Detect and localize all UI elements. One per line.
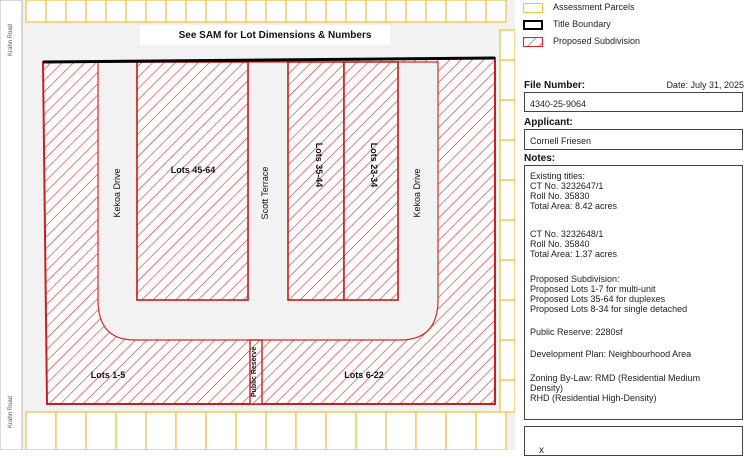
- east-parcels: [500, 30, 515, 412]
- top-parcels: [26, 0, 506, 22]
- label-public-reserve: Public Reserve: [251, 346, 258, 398]
- note-line: Public Reserve: 2280sf: [530, 327, 623, 337]
- note-line: CT No. 3232648/1: [530, 229, 604, 239]
- notes-box: [524, 165, 743, 420]
- note-line: RHD (Residential High-Density): [530, 393, 657, 403]
- banner-text: See SAM for Lot Dimensions & Numbers: [178, 30, 372, 41]
- note-line: Density): [530, 383, 564, 393]
- note-line: Proposed Lots 35-64 for duplexes: [530, 294, 666, 304]
- street-label-kekoa-west: Kekoa Drive: [112, 168, 122, 218]
- info-panel: [515, 0, 750, 456]
- street-label-scott-terrace: Scott Terrace: [260, 166, 270, 220]
- label-lots-6-22: Lots 6-22: [344, 370, 384, 380]
- street-label-kekoa-east: Kekoa Drive: [412, 168, 422, 218]
- road-label-krahn-top: Krahn Road: [8, 23, 14, 57]
- note-line: Zoning By-Law: RMD (Residential Medium: [530, 373, 701, 383]
- legend-label-assessment: Assessment Parcels: [553, 2, 635, 12]
- road-label-krahn-bottom: Krahn Road: [8, 395, 14, 429]
- title-boundary-swatch: [523, 20, 543, 30]
- file-number-field: [524, 92, 743, 112]
- legend-label-proposed-subdivision: Proposed Subdivision: [553, 36, 641, 46]
- note-line: Proposed Lots 1-7 for multi-unit: [530, 284, 656, 294]
- proposed-subdivision-swatch: [523, 37, 543, 47]
- note-line: Development Plan: Neighbourhood Area: [530, 349, 692, 359]
- bottom-mark: x: [539, 445, 544, 456]
- krahn-road-strip: [0, 0, 22, 450]
- applicant-value: Cornell Friesen: [530, 136, 592, 146]
- label-lots-35-44: Lots 35-44: [314, 142, 324, 188]
- label-lots-45-64: Lots 45-64: [170, 165, 216, 175]
- date-label: Date: July 31, 2025: [666, 80, 744, 90]
- note-line: Total Area: 8.42 acres: [530, 201, 618, 211]
- file-number-value: 4340-25-9064: [530, 99, 587, 109]
- assessment-parcels-swatch: [523, 3, 543, 13]
- applicant-field: [524, 129, 743, 150]
- note-line: CT No. 3232647/1: [530, 181, 604, 191]
- applicant-label: Applicant:: [524, 117, 573, 128]
- label-lots-1-5: Lots 1-5: [90, 370, 126, 380]
- bottom-box: [524, 426, 743, 456]
- note-line: Total Area: 1.37 acres: [530, 249, 618, 259]
- block-lots-45-64[interactable]: [137, 62, 248, 300]
- label-lots-23-34: Lots 23-34: [369, 142, 379, 188]
- bottom-parcels: [26, 412, 506, 450]
- note-line: Existing titles:: [530, 171, 586, 181]
- notes-label: Notes:: [524, 153, 556, 164]
- note-line: Roll No. 35840: [530, 239, 590, 249]
- file-number-label: File Number:: [524, 80, 586, 91]
- legend-label-title-boundary: Title Boundary: [553, 19, 611, 29]
- note-line: Proposed Lots 8-34 for single detached: [530, 304, 688, 314]
- note-line: Proposed Subdivision:: [530, 274, 620, 284]
- note-line: Roll No. 35830: [530, 191, 590, 201]
